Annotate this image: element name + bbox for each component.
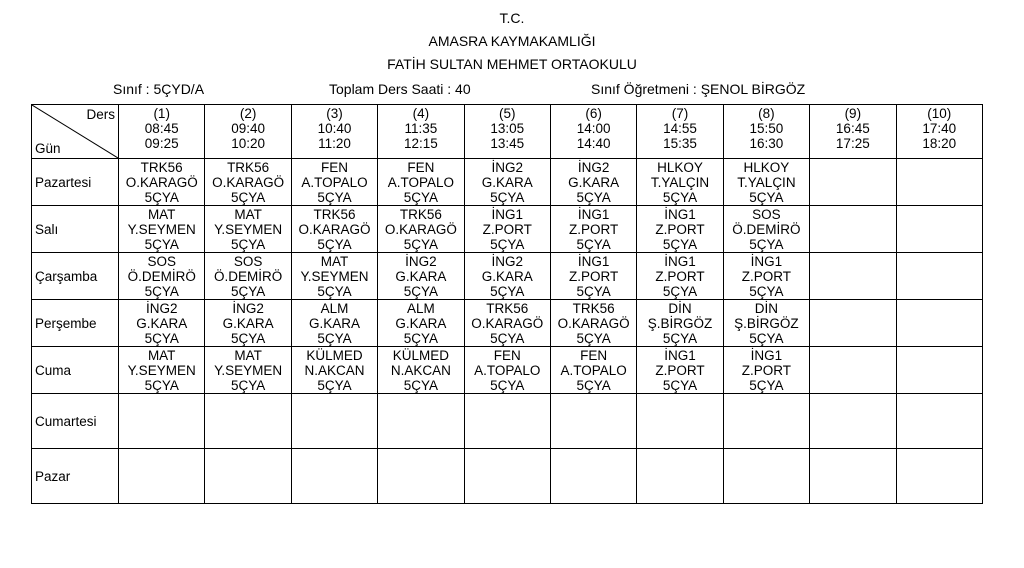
lesson-room: 5ÇYA bbox=[662, 190, 698, 205]
lesson-subject: İNG1 bbox=[664, 254, 696, 269]
empty-cell bbox=[810, 347, 896, 394]
lesson-subject: ALM bbox=[320, 301, 349, 316]
lesson-subject: TRK56 bbox=[313, 207, 356, 222]
lesson-teacher: Z.PORT bbox=[655, 222, 705, 237]
lesson-room: 5ÇYA bbox=[144, 190, 179, 205]
lesson-teacher: G.KARA bbox=[481, 175, 533, 190]
lesson-room: 5ÇYA bbox=[662, 284, 698, 299]
header-line-school: FATİH SULTAN MEHMET ORTAOKULU bbox=[387, 56, 637, 72]
empty-cell bbox=[637, 394, 723, 449]
lesson-cell bbox=[119, 300, 205, 347]
lesson-teacher: Y.SEYMEN bbox=[127, 222, 196, 237]
lesson-room: 5ÇYA bbox=[230, 331, 266, 346]
empty-cell bbox=[205, 449, 291, 504]
lesson-room: 5ÇYA bbox=[403, 237, 438, 252]
period-start: 11:35 bbox=[404, 121, 438, 136]
lesson-room: 5ÇYA bbox=[749, 190, 784, 205]
period-start: 15:50 bbox=[749, 121, 784, 136]
lesson-cell bbox=[550, 159, 636, 206]
lesson-teacher: G.KARA bbox=[568, 175, 620, 190]
lesson-teacher: G.KARA bbox=[222, 316, 274, 331]
lesson-teacher: T.YALÇIN bbox=[737, 175, 796, 190]
day-row bbox=[32, 206, 983, 253]
lesson-cell bbox=[291, 253, 377, 300]
lesson-room: 5ÇYA bbox=[749, 378, 784, 393]
day-name: Perşembe bbox=[32, 300, 119, 347]
period-start: 14:55 bbox=[663, 121, 697, 136]
lesson-room: 5ÇYA bbox=[576, 190, 611, 205]
lesson-teacher: Y.SEYMEN bbox=[214, 222, 283, 237]
lesson-cell bbox=[637, 347, 723, 394]
period-header-6 bbox=[550, 105, 636, 159]
lesson-cell bbox=[291, 206, 377, 253]
timetable bbox=[31, 104, 983, 504]
lesson-teacher: Ö.DEMİRÖ bbox=[213, 269, 283, 284]
lesson-room: 5ÇYA bbox=[317, 237, 352, 252]
empty-cell bbox=[291, 449, 377, 504]
lesson-room: 5ÇYA bbox=[144, 331, 179, 346]
empty-cell bbox=[896, 394, 982, 449]
empty-cell bbox=[896, 206, 982, 253]
lesson-room: 5ÇYA bbox=[230, 378, 266, 393]
period-header-9 bbox=[810, 105, 896, 159]
lesson-subject: MAT bbox=[147, 348, 176, 363]
period-end: 10:20 bbox=[231, 136, 265, 151]
lesson-room: 5ÇYA bbox=[490, 378, 525, 393]
period-end: 11:20 bbox=[318, 136, 351, 151]
lesson-teacher: Ö.DEMİRÖ bbox=[732, 222, 801, 237]
day-name: Pazar bbox=[32, 449, 119, 504]
timetable-body bbox=[32, 105, 983, 504]
lesson-room: 5ÇYA bbox=[576, 378, 611, 393]
empty-cell bbox=[896, 300, 982, 347]
lesson-subject: FEN bbox=[320, 160, 348, 175]
lesson-teacher: Z.PORT bbox=[482, 222, 532, 237]
lesson-subject: KÜLMED bbox=[392, 348, 449, 363]
lesson-room: 5ÇYA bbox=[576, 237, 611, 252]
header-line-kaymakamlik: AMASRA KAYMAKAMLIĞI bbox=[428, 33, 596, 49]
corner-label-ders: Ders bbox=[86, 107, 115, 122]
day-name: Pazartesi bbox=[32, 159, 119, 206]
lesson-room: 5ÇYA bbox=[662, 378, 698, 393]
lesson-teacher: A.TOPALO bbox=[474, 363, 541, 378]
lesson-teacher: Z.PORT bbox=[655, 269, 705, 284]
empty-cell bbox=[119, 394, 205, 449]
lesson-subject: İNG1 bbox=[664, 207, 696, 222]
period-header-5 bbox=[464, 105, 550, 159]
lesson-subject: FEN bbox=[580, 348, 608, 363]
lesson-room: 5ÇYA bbox=[749, 284, 784, 299]
lesson-room: 5ÇYA bbox=[317, 190, 352, 205]
lesson-teacher: G.KARA bbox=[395, 316, 447, 331]
empty-cell bbox=[550, 394, 636, 449]
empty-cell bbox=[464, 449, 550, 504]
period-no: (2) bbox=[239, 106, 257, 121]
empty-cell bbox=[291, 394, 377, 449]
lesson-room: 5ÇYA bbox=[490, 237, 525, 252]
lesson-cell bbox=[464, 206, 550, 253]
lesson-teacher: A.TOPALO bbox=[301, 175, 368, 190]
lesson-cell bbox=[119, 206, 205, 253]
lesson-room: 5ÇYA bbox=[230, 284, 266, 299]
period-end: 12:15 bbox=[403, 136, 438, 151]
lesson-room: 5ÇYA bbox=[403, 378, 438, 393]
empty-cell bbox=[810, 300, 896, 347]
lesson-teacher: O.KARAGÖ bbox=[212, 175, 285, 190]
period-end: 17:25 bbox=[835, 136, 870, 151]
lesson-subject: İNG1 bbox=[491, 207, 524, 222]
lesson-room: 5ÇYA bbox=[317, 284, 352, 299]
lesson-cell bbox=[119, 347, 205, 394]
period-header-1 bbox=[119, 105, 205, 159]
lesson-cell bbox=[637, 206, 723, 253]
lesson-cell bbox=[205, 206, 291, 253]
empty-cell bbox=[205, 394, 291, 449]
period-end: 13:45 bbox=[490, 136, 525, 151]
lesson-subject: MAT bbox=[320, 254, 349, 269]
lesson-subject: İNG2 bbox=[577, 160, 610, 175]
lesson-teacher: O.KARAGÖ bbox=[557, 316, 630, 331]
lesson-cell bbox=[723, 206, 809, 253]
day-row bbox=[32, 394, 983, 449]
empty-cell bbox=[896, 159, 982, 206]
lesson-teacher: Ş.BİRGÖZ bbox=[734, 316, 799, 331]
lesson-teacher: Z.PORT bbox=[569, 269, 619, 284]
day-row bbox=[32, 159, 983, 206]
lesson-teacher: Z.PORT bbox=[741, 363, 792, 378]
period-no: (5) bbox=[499, 106, 516, 121]
period-end: 15:35 bbox=[663, 136, 697, 151]
lesson-subject: TRK56 bbox=[399, 207, 442, 222]
class-info: Sınıf : 5ÇYD/A bbox=[113, 81, 205, 97]
corner-cell bbox=[32, 105, 119, 159]
lesson-room: 5ÇYA bbox=[576, 284, 611, 299]
empty-cell bbox=[896, 347, 982, 394]
lesson-subject: İNG2 bbox=[491, 160, 524, 175]
period-end: 16:30 bbox=[749, 136, 784, 151]
empty-cell bbox=[810, 206, 896, 253]
lesson-subject: SOS bbox=[233, 254, 263, 269]
lesson-subject: SOS bbox=[147, 254, 176, 269]
lesson-room: 5ÇYA bbox=[144, 284, 179, 299]
lesson-subject: DİN bbox=[668, 301, 692, 316]
day-name: Salı bbox=[32, 206, 119, 253]
period-end: 18:20 bbox=[922, 136, 957, 151]
lesson-subject: TRK56 bbox=[227, 160, 270, 175]
lesson-room: 5ÇYA bbox=[317, 331, 352, 346]
lesson-cell bbox=[378, 300, 464, 347]
lesson-subject: MAT bbox=[147, 207, 176, 222]
period-no: (3) bbox=[326, 106, 343, 121]
lesson-subject: DİN bbox=[754, 301, 779, 316]
lesson-subject: TRK56 bbox=[572, 301, 615, 316]
lesson-room: 5ÇYA bbox=[490, 190, 525, 205]
lesson-subject: İNG1 bbox=[577, 207, 610, 222]
empty-cell bbox=[810, 394, 896, 449]
lesson-teacher: G.KARA bbox=[395, 269, 447, 284]
lesson-teacher: Z.PORT bbox=[655, 363, 705, 378]
lesson-cell bbox=[723, 159, 809, 206]
lesson-cell bbox=[550, 300, 636, 347]
lesson-cell bbox=[723, 253, 809, 300]
lesson-room: 5ÇYA bbox=[144, 378, 179, 393]
lesson-subject: İNG2 bbox=[405, 254, 437, 269]
day-name: Cumartesi bbox=[32, 394, 119, 449]
lesson-teacher: Ö.DEMİRÖ bbox=[127, 269, 196, 284]
lesson-teacher: G.KARA bbox=[308, 316, 360, 331]
lesson-room: 5ÇYA bbox=[576, 331, 611, 346]
lesson-teacher: Y.SEYMEN bbox=[300, 269, 369, 284]
lesson-room: 5ÇYA bbox=[749, 237, 784, 252]
period-no: (10) bbox=[927, 106, 952, 121]
lesson-cell bbox=[119, 253, 205, 300]
lesson-cell bbox=[378, 253, 464, 300]
lesson-subject: İNG2 bbox=[232, 301, 264, 316]
empty-cell bbox=[810, 159, 896, 206]
lesson-subject: HLKOY bbox=[743, 160, 790, 175]
period-no: (6) bbox=[585, 106, 602, 121]
lesson-cell bbox=[550, 347, 636, 394]
day-name: Çarşamba bbox=[32, 253, 119, 300]
empty-cell bbox=[723, 449, 809, 504]
day-row bbox=[32, 300, 983, 347]
period-header-4 bbox=[378, 105, 464, 159]
lesson-cell bbox=[378, 159, 464, 206]
empty-cell bbox=[810, 253, 896, 300]
empty-cell bbox=[378, 394, 464, 449]
day-name: Cuma bbox=[32, 347, 119, 394]
lesson-cell bbox=[205, 159, 291, 206]
lesson-room: 5ÇYA bbox=[144, 237, 179, 252]
lesson-teacher: G.KARA bbox=[136, 316, 188, 331]
lesson-room: 5ÇYA bbox=[662, 237, 698, 252]
lesson-teacher: O.KARAGÖ bbox=[298, 222, 371, 237]
period-start: 10:40 bbox=[317, 121, 352, 136]
lesson-subject: KÜLMED bbox=[306, 348, 363, 363]
empty-cell bbox=[896, 449, 982, 504]
lesson-cell bbox=[550, 253, 636, 300]
lesson-teacher: O.KARAGÖ bbox=[125, 175, 198, 190]
period-header-row bbox=[32, 105, 983, 159]
day-row bbox=[32, 347, 983, 394]
lesson-room: 5ÇYA bbox=[403, 284, 438, 299]
period-start: 08:45 bbox=[144, 121, 179, 136]
lesson-teacher: Y.SEYMEN bbox=[127, 363, 196, 378]
lesson-subject: FEN bbox=[407, 160, 435, 175]
lesson-teacher: Z.PORT bbox=[741, 269, 792, 284]
lesson-subject: İNG1 bbox=[750, 254, 783, 269]
period-no: (4) bbox=[412, 106, 430, 121]
lesson-teacher: A.TOPALO bbox=[560, 363, 627, 378]
period-no: (7) bbox=[671, 106, 689, 121]
lesson-room: 5ÇYA bbox=[403, 331, 438, 346]
period-start: 09:40 bbox=[231, 121, 265, 136]
lesson-teacher: N.AKCAN bbox=[304, 363, 365, 378]
empty-cell bbox=[464, 394, 550, 449]
lesson-cell bbox=[637, 159, 723, 206]
lesson-teacher: Y.SEYMEN bbox=[214, 363, 283, 378]
lesson-teacher: Ş.BİRGÖZ bbox=[647, 316, 713, 331]
total-hours-info: Toplam Ders Saati : 40 bbox=[329, 81, 471, 97]
period-end: 09:25 bbox=[144, 136, 179, 151]
lesson-cell bbox=[550, 206, 636, 253]
lesson-room: 5ÇYA bbox=[317, 378, 352, 393]
lesson-cell bbox=[637, 300, 723, 347]
period-no: (1) bbox=[153, 106, 170, 121]
lesson-cell bbox=[464, 347, 550, 394]
lesson-subject: İNG2 bbox=[145, 301, 178, 316]
lesson-cell bbox=[291, 347, 377, 394]
lesson-subject: İNG2 bbox=[491, 254, 524, 269]
corner-label-gun: Gün bbox=[35, 141, 61, 156]
lesson-cell bbox=[205, 347, 291, 394]
lesson-cell bbox=[464, 300, 550, 347]
day-row bbox=[32, 449, 983, 504]
lesson-subject: TRK56 bbox=[486, 301, 529, 316]
lesson-cell bbox=[205, 253, 291, 300]
lesson-cell bbox=[723, 347, 809, 394]
lesson-subject: MAT bbox=[234, 207, 262, 222]
lesson-room: 5ÇYA bbox=[490, 284, 525, 299]
lesson-cell bbox=[723, 300, 809, 347]
period-start: 17:40 bbox=[922, 121, 957, 136]
lesson-room: 5ÇYA bbox=[230, 190, 266, 205]
lesson-teacher: T.YALÇIN bbox=[650, 175, 710, 190]
lesson-subject: SOS bbox=[752, 207, 781, 222]
lesson-subject: ALM bbox=[406, 301, 435, 316]
lesson-room: 5ÇYA bbox=[490, 331, 525, 346]
period-start: 13:05 bbox=[490, 121, 525, 136]
lesson-subject: MAT bbox=[234, 348, 262, 363]
lesson-cell bbox=[205, 300, 291, 347]
lesson-subject: İNG1 bbox=[577, 254, 610, 269]
class-teacher-info: Sınıf Öğretmeni : ŞENOL BİRGÖZ bbox=[591, 81, 806, 97]
lesson-teacher: N.AKCAN bbox=[390, 363, 451, 378]
period-start: 14:00 bbox=[576, 121, 611, 136]
empty-cell bbox=[896, 253, 982, 300]
lesson-subject: HLKOY bbox=[657, 160, 703, 175]
empty-cell bbox=[723, 394, 809, 449]
lesson-teacher: A.TOPALO bbox=[387, 175, 454, 190]
period-start: 16:45 bbox=[835, 121, 870, 136]
lesson-cell bbox=[378, 347, 464, 394]
period-end: 14:40 bbox=[576, 136, 611, 151]
lesson-cell bbox=[378, 206, 464, 253]
day-row bbox=[32, 253, 983, 300]
empty-cell bbox=[378, 449, 464, 504]
period-header-2 bbox=[205, 105, 291, 159]
lesson-cell bbox=[464, 159, 550, 206]
lesson-teacher: O.KARAGÖ bbox=[471, 316, 544, 331]
empty-cell bbox=[637, 449, 723, 504]
lesson-cell bbox=[119, 159, 205, 206]
lesson-cell bbox=[291, 300, 377, 347]
period-header-3 bbox=[291, 105, 377, 159]
lesson-cell bbox=[464, 253, 550, 300]
empty-cell bbox=[810, 449, 896, 504]
lesson-cell bbox=[637, 253, 723, 300]
lesson-subject: İNG1 bbox=[750, 348, 783, 363]
period-header-8 bbox=[723, 105, 809, 159]
lesson-teacher: O.KARAGÖ bbox=[384, 222, 457, 237]
period-no: (8) bbox=[758, 106, 775, 121]
lesson-room: 5ÇYA bbox=[230, 237, 266, 252]
empty-cell bbox=[550, 449, 636, 504]
lesson-cell bbox=[291, 159, 377, 206]
lesson-subject: İNG1 bbox=[664, 348, 696, 363]
header-line-tc: T.C. bbox=[499, 10, 525, 26]
lesson-subject: FEN bbox=[493, 348, 521, 363]
lesson-teacher: Z.PORT bbox=[569, 222, 619, 237]
lesson-room: 5ÇYA bbox=[662, 331, 698, 346]
lesson-teacher: G.KARA bbox=[481, 269, 533, 284]
period-header-10 bbox=[896, 105, 982, 159]
empty-cell bbox=[119, 449, 205, 504]
period-header-7 bbox=[637, 105, 723, 159]
lesson-room: 5ÇYA bbox=[749, 331, 784, 346]
lesson-room: 5ÇYA bbox=[403, 190, 438, 205]
period-no: (9) bbox=[844, 106, 862, 121]
lesson-subject: TRK56 bbox=[140, 160, 183, 175]
